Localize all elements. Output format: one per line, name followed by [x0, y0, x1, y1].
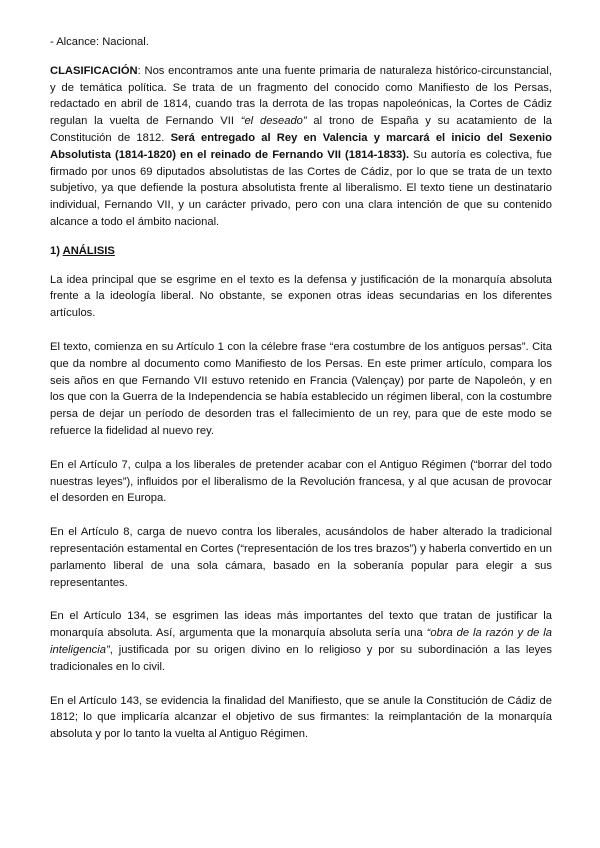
analisis-title: ANÁLISIS	[62, 244, 115, 257]
clasificacion-paragraph	[50, 63, 552, 231]
clasificacion-text-2: al trono de España y su acatamiento de la Constitución de 1812.	[50, 115, 552, 144]
clasificacion-text-3: Su autoría es colectiva, fue firmado por unos 69 diputados absolutistas de las Cortes de Cádiz, por lo que se trata de un texto subjetivo, ya que defiende la postura absolutista frente al liberalismo. El texto tiene un destinatario individual, Fernando VII, y un carácter privado, pero con una clara intención de que su contenido alcance a todo el ámbito nacional.	[50, 148, 552, 228]
clasificacion-bold-text: Será entregado al Rey en Valencia y marcará el inicio del Sexenio Absolutista (1814-1820) en el reinado de Fernando VII (1814-1833).	[50, 131, 552, 161]
articulo-134-text-1: En el Artículo 134, se esgrimen las ideas más importantes del texto que tratan de justificar la monarquía absoluta. Así, argumenta que la monarquía absoluta sería una	[50, 610, 552, 640]
clasificacion-label: CLASIFICACIÓN	[50, 64, 138, 77]
analisis-number: 1)	[50, 244, 63, 257]
articulo-134-paragraph	[50, 608, 552, 675]
articulo-143-paragraph: En el Artículo 143, se evidencia la finalidad del Manifiesto, que se anule la Constitución de Cádiz de 1812; lo que implicaría alcanzar el objetivo de sus firmantes: la reimplantación de la monarquía absoluta y por lo tanto la vuelta al Antiguo Régimen.	[50, 694, 552, 741]
articulo-7-paragraph: En el Artículo 7, culpa a los liberales de pretender acabar con el Antiguo Régimen (“borrar del todo nuestras leyes”), influidos por el liberalismo de la Revolución francesa, y al que acusan de provocar el desorden en Europa.	[50, 458, 552, 505]
alcance-line: - Alcance: Nacional.	[50, 36, 149, 48]
articulo-8-paragraph: En el Artículo 8, carga de nuevo contra los liberales, acusándolos de haber alterado la tradicional representación estamental en Cortes (“representación de los tres brazos”) y haberla convertido en un parlamento liberal de una sola cámara, basado en la soberanía popular para elegir a sus representantes.	[50, 526, 552, 589]
idea-principal-paragraph: La idea principal que se esgrime en el texto es la defensa y justificación de la monarquía absoluta frente a la ideología liberal. No obstante, se exponen otras ideas secundarias en los diferentes artículos.	[50, 273, 552, 320]
articulo-134-text-2: , justificada por su origen divino en lo religioso y por su subordinación a las leyes tradicionales en lo civil.	[50, 643, 552, 673]
clasificacion-text-1: : Nos encontramos ante una fuente primaria de naturaleza histórico-circunstancial, y de temática política. Se trata de un fragmento del conocido como Manifiesto de los Persas, redactado en abril de 1814, cuando tras la derrota de las tropas napoleónicas, la Cortes de Cádiz regulan la vuelta de Fernando VII	[50, 64, 552, 128]
articulo-1-paragraph: El texto, comienza en su Artículo 1 con la célebre frase “era costumbre de los antiguos persas”. Cita que da nombre al documento como Manifiesto de los Persas. En este primer artículo, compara los seis años en que Fernando VII estuvo retenido en Francia (Valençay) por parte de Napoleón, y en los que con la Guerra de la Independencia se había establecido un régimen liberal, con la costumbre persa de dejar un período de desorden tras el fallecimiento de un rey, para que de este modo se refuerce la fidelidad al nuevo rey.	[50, 340, 552, 437]
document-page	[50, 34, 552, 743]
el-deseado-quote: “el deseado”	[240, 115, 307, 128]
analisis-heading	[50, 243, 552, 260]
articulo-134-quote: “obra de la razón y de la inteligencia”	[50, 627, 552, 656]
